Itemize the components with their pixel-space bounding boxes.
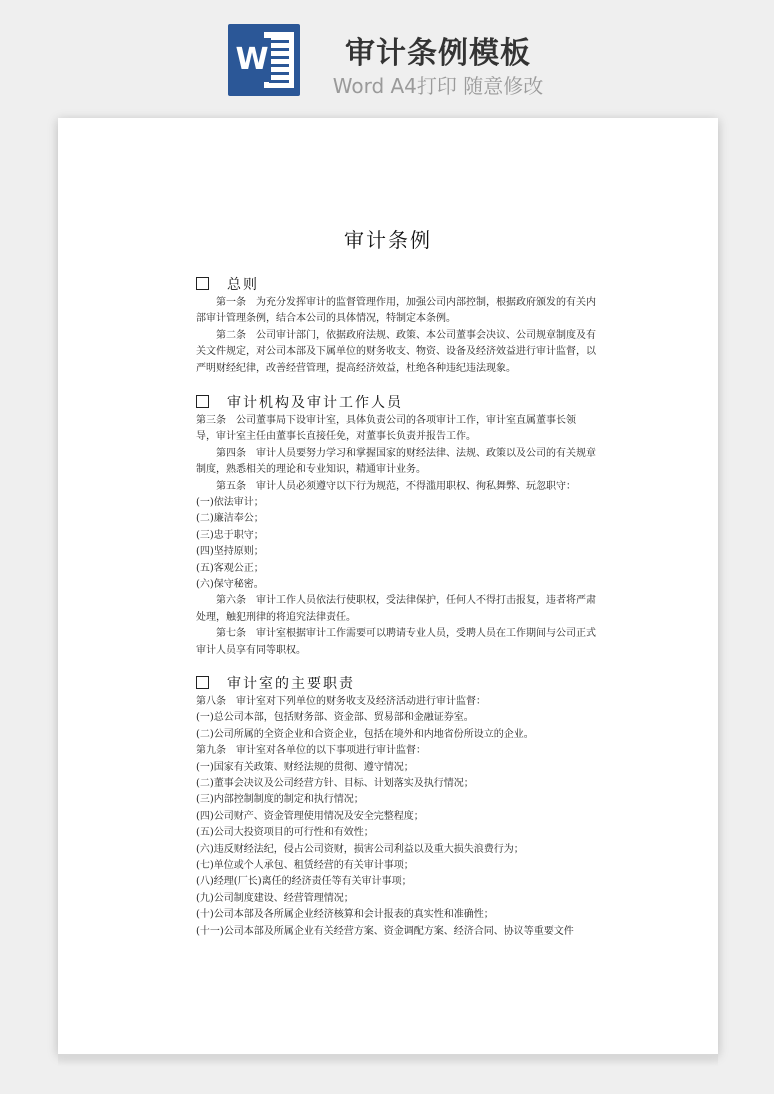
section-heading-text: 审计室的主要职责 <box>227 676 355 692</box>
document-line: (十一)公司本部及所属企业有关经营方案、资金调配方案、经济合同、协议等重要文件 <box>196 925 574 937</box>
document-line: 第九条 审计室对各单位的以下事项进行审计监督： <box>196 745 426 757</box>
document-line: (五)公司大投资项目的可行性和有效性； <box>196 827 374 839</box>
document-line: 处理，触犯刑律的将追究法律责任。 <box>196 611 356 623</box>
section-heading-duties <box>196 673 355 693</box>
document-line: 第一条 为充分发挥审计的监督管理作用，加强公司内部控制，根据政府颁发的有关内 <box>216 297 596 308</box>
document-line: 第五条 审计人员必须遵守以下行为规范，不得滥用职权、徇私舞弊、玩忽职守： <box>216 480 576 492</box>
document-line: (九)公司制度建设、经营管理情况； <box>196 892 354 904</box>
checkbox-icon <box>196 277 209 290</box>
document-line: 严明财经纪律，改善经营管理，提高经济效益，杜绝各种违纪违法现象。 <box>196 362 516 374</box>
document-line: (六)保守秘密。 <box>196 579 264 591</box>
document-line: 审计人员享有同等职权。 <box>196 644 306 656</box>
document-line: (十)公司本部及各所属企业经济核算和会计报表的真实性和准确性； <box>196 909 494 921</box>
document-line: (一)总公司本部，包括财务部、资金部、贸易部和金融证券室。 <box>196 712 474 724</box>
template-header <box>0 0 774 110</box>
template-title: 审计条例模板 <box>345 36 531 71</box>
section-body-duties <box>196 694 600 940</box>
checkbox-icon <box>196 676 209 689</box>
document-line: 关文件规定，对公司本部及下属单位的财务收支、物资、设备及经济效益进行审计监督，以 <box>196 346 596 358</box>
document-line: 第四条 审计人员要努力学习和掌握国家的财经法律、法规、政策以及公司的有关规章 <box>216 447 596 459</box>
template-subtitle: Word A4打印 随意修改 <box>332 74 544 98</box>
section-heading-text: 审计机构及审计工作人员 <box>227 395 403 411</box>
document-line: (六)违反财经法纪，侵占公司资财，损害公司利益以及重大损失浪费行为； <box>196 843 524 855</box>
document-line: 第八条 审计室对下列单位的财务收支及经济活动进行审计监督： <box>196 696 486 707</box>
section-heading-audit-staff <box>196 392 403 412</box>
document-line: 第二条 公司审计部门，依据政府法规、政策、本公司董事会决议、公司规章制度及有 <box>216 329 596 341</box>
document-line: 第三条 公司董事局下设审计室，具体负责公司的各项审计工作，审计室直属董事长领 <box>196 415 576 426</box>
document-line: 导，审计室主任由董事长直接任免，对董事长负责并报告工作。 <box>196 431 476 443</box>
word-letter: W <box>233 38 271 82</box>
section-body-audit-staff <box>196 413 600 659</box>
document-line: (四)公司财产、资金管理使用情况及安全完整程度； <box>196 810 424 822</box>
section-heading-text: 总则 <box>227 277 259 293</box>
section-heading-general <box>196 274 259 294</box>
document-line: (四)坚持原则； <box>196 546 264 558</box>
document-title: 审计条例 <box>344 228 432 252</box>
document-line: (三)内部控制制度的制定和执行情况； <box>196 794 364 806</box>
document-line: (二)廉洁奉公； <box>196 513 264 525</box>
page-shadow <box>58 1054 718 1066</box>
document-line: 制度，熟悉相关的理论和专业知识，精通审计业务。 <box>196 464 426 476</box>
document-line: 部审计管理条例，结合本公司的具体情况，特制定本条例。 <box>196 313 456 325</box>
document-line: 第七条 审计室根据审计工作需要可以聘请专业人员，受聘人员在工作期间与公司正式 <box>216 628 596 640</box>
section-body-general <box>196 295 600 377</box>
document-line: (三)忠于职守； <box>196 529 264 541</box>
document-line: (八)经理(厂长)离任的经济责任等有关审计事项； <box>196 876 412 888</box>
document-line: (二)董事会决议及公司经营方针、目标、计划落实及执行情况； <box>196 778 474 790</box>
document-line: (七)单位或个人承包、租赁经营的有关审计事项； <box>196 860 414 872</box>
document-line: (二)公司所属的全资企业和合资企业，包括在境外和内地省份所设立的企业。 <box>196 728 534 740</box>
document-line: (五)客观公正； <box>196 562 264 574</box>
checkbox-icon <box>196 395 209 408</box>
document-line: (一)国家有关政策、财经法规的贯彻、遵守情况； <box>196 761 414 773</box>
document-line: 第六条 审计工作人员依法行使职权，受法律保护，任何人不得打击报复，违者将严肃 <box>216 595 596 607</box>
document-line: (一)依法审计； <box>196 497 264 509</box>
document-page <box>58 118 718 1054</box>
word-document-icon <box>228 24 300 96</box>
